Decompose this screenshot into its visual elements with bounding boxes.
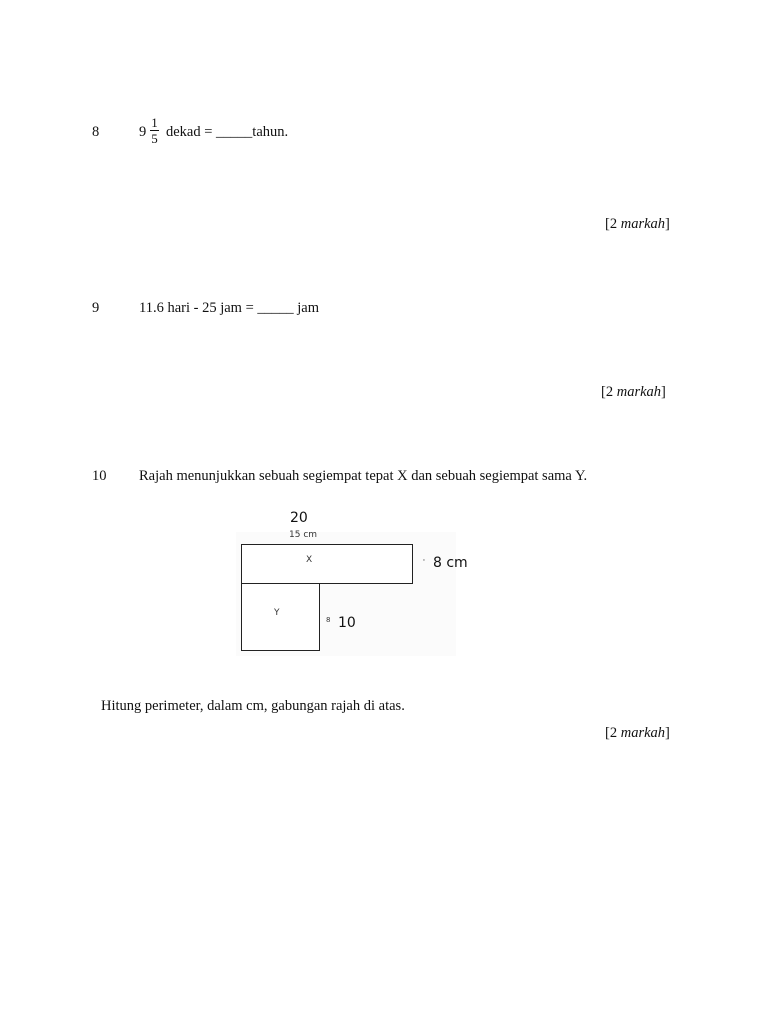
marks-word: markah (620, 216, 666, 232)
rectangle-x (241, 544, 413, 584)
q8-numerator: 1 (151, 115, 158, 130)
square-y-label: Y (274, 608, 280, 618)
q8-denominator: 5 (151, 131, 158, 146)
marks-word: markah (620, 725, 666, 741)
q8-whole-number: 9 (139, 124, 147, 140)
marks-close: ] (665, 216, 670, 232)
right-label-handwritten: 8 cm (433, 555, 468, 571)
q10-number: 10 (92, 468, 107, 484)
top-label-handwritten: 20 (290, 510, 308, 526)
q9-marks (601, 384, 666, 401)
q10-instruction: Hitung perimeter, dalam cm, gabungan rajah di atas. (101, 698, 405, 714)
top-label-printed: 15 cm (289, 530, 318, 540)
q8-question-text: dekad = _____tahun. (166, 124, 289, 140)
rectangle-x-label: X (306, 555, 313, 565)
marks-close: ] (661, 384, 666, 400)
q10-question-text: Rajah menunjukkan sebuah segiempat tepat X dan sebuah segiempat sama Y. (139, 468, 588, 484)
side-label-marker: 8 (326, 616, 331, 624)
q8-number: 8 (92, 124, 100, 140)
square-y (241, 583, 320, 651)
q8-marks (605, 216, 670, 233)
marks-open: [2 (605, 216, 621, 232)
q10-marks (605, 725, 670, 742)
marks-word: markah (616, 384, 662, 400)
q8-fraction (150, 116, 159, 145)
side-label-handwritten: 10 (338, 615, 356, 631)
q9-question-text: 11.6 hari - 25 jam = _____ jam (139, 300, 319, 316)
marks-open: [2 (601, 384, 617, 400)
q9-number: 9 (92, 300, 100, 316)
marks-open: [2 (605, 725, 621, 741)
marks-close: ] (665, 725, 670, 741)
right-label-marker: ' (423, 558, 425, 566)
